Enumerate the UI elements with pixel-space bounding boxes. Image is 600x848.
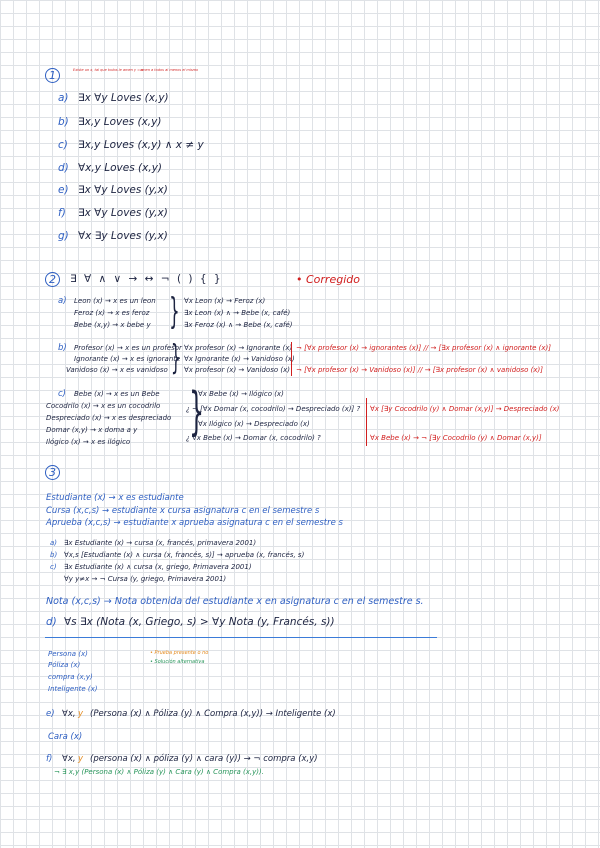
section-2-number: 2 [45,272,60,287]
brace-2c: } [189,382,204,442]
section-3-item-text: ∃x Estudiante (x) → cursa (x, francés, primavera 2001) [64,539,257,547]
section-1-item-label: b) [58,116,69,128]
section-2a-formula: ∃x Leon (x) ∧ → Bebe (x, café) [184,309,291,317]
section-2c-def: Domar (x,y) → x doma a y [46,426,138,434]
predicate: Póliza (x) [48,661,81,669]
section-2c-def: Despreciado (x) → x es despreciado [46,414,172,422]
section-2c-formula: ¿ ¬ [∀x Domar (x, cocodrilo) → Despreciado (x)] ? [186,405,361,413]
section-2b-formula: ∀x profesor (x) → Ignorante (x) [184,344,293,352]
predicate: compra (x,y) [48,673,93,681]
section-1-item-label: d) [58,162,69,174]
section-4f-alternative: ¬ ∃ x,y (Persona (x) ∧ Póliza (y) ∧ Cara (y) ∧ Compra (x,y)). [54,768,264,776]
section-3d-label: d) [46,616,57,628]
section-4f-label: f) [46,754,53,764]
section-3d-text: ∀s ∃x (Nota (x, Griego, s) > ∀y Nota (y, Francés, s)) [64,616,335,628]
section-1-item-text: ∃x ∀y Loves (x,y) [78,92,169,104]
section-1-item-text: ∃x,y Loves (x,y) ∧ x ≠ y [78,139,204,151]
section-2b-formula: ∀x profesor (x) → Vanidoso (x) [184,366,290,374]
section-3-item-label: b) [50,551,58,559]
section-2b-correction: ¬ [∀x profesor (x) → Vanidoso (x)] // → [∃x profesor (x) ∧ vanidoso (x)] [296,366,543,374]
cara-predicate: Cara (x) [48,732,83,742]
correction-bar-2b [291,342,292,376]
section-2b-correction: ¬ [∀x profesor (x) → ignorantes (x)] // → [∃x profesor (x) ∧ ignorante (x)] [296,344,551,352]
section-1-item-label: f) [58,207,66,219]
section-2a-def: Leon (x) → x es un leon [74,297,156,305]
section-1-annotation-1: Existe un x, tal que todos le amen y = x [73,68,144,72]
nota-definition: Nota (x,c,s) → Nota obtenida del estudiante x en asignatura c en el semestre s. [46,596,424,607]
section-3-def: Aprueba (x,c,s) → estudiante x aprueba asignatura c en el semestre s [46,518,343,528]
brace-2a: } [169,291,180,332]
section-1-item-label: a) [58,92,69,104]
section-4f-quantifier-var: y [78,754,84,764]
section-4f-text: (persona (x) ∧ póliza (y) ∧ cara (y)) → ¬ compra (x,y) [90,754,318,764]
section-4e-label: e) [46,709,55,719]
section-3-number: 3 [45,465,60,480]
section-2c-correction: ∀x Bebe (x) → ¬ [∃y Cocodrilo (y) ∧ Domar (x,y)] [370,434,542,442]
section-1-item-label: c) [58,139,68,151]
section-1-annotation-2: amen a todos al menos el mismo [140,68,199,72]
legend-green: • Solución alternativa [150,659,205,665]
section-1-item-text: ∃x,y Loves (x,y) [78,116,162,128]
section-4e-quantifier: ∀x, [62,709,76,719]
predicate: Persona (x) [48,650,88,658]
section-1-item-label: g) [58,230,69,242]
logic-symbols: ∃ ∀ ∧ ∨ → ↔ ¬ ( ) { } [70,273,223,285]
section-2b-def: Vanidoso (x) → x es vanidoso [66,366,168,374]
section-1-item-text: ∃x ∀y Loves (y,x) [78,184,168,196]
section-1-item-text: ∃x ∀y Loves (y,x) [78,207,168,219]
section-2a-formula: ∃x Feroz (x) ∧ → Bebe (x, café) [184,321,293,329]
section-2c-formula: ¿ ∀x Bebe (x) → Domar (x, cocodrilo) ? [186,434,321,442]
section-divider [45,637,437,638]
brace-2b: } [170,338,181,378]
section-3-item-label: c) [50,563,57,571]
section-2c-def: Bebe (x) → x es un Bebe [74,390,160,398]
section-3-item-text: ∀x,s [Estudiante (x) ∧ cursa (x, francés, s)] → aprueba (x, francés, s) [64,551,305,559]
section-2a-def: Feroz (x) → x es feroz [74,309,150,317]
section-2c-formula: ∀x Bebe (x) → Ilógico (x) [198,390,284,398]
legend-orange: • Prueba presente o no [150,650,209,656]
section-2b-def: Profesor (x) → x es un profesor [74,344,182,352]
section-3-item-label: a) [50,539,58,547]
corrected-note: • Corregido [296,273,360,286]
section-2c-label: c) [58,389,66,399]
section-2c-def: Ilógico (x) → x es ilógico [46,438,131,446]
predicate: Inteligente (x) [48,685,98,693]
section-1-item-text: ∀x,y Loves (x,y) [78,162,162,174]
section-2b-def: Ignorante (x) → x es ignorante [74,355,181,363]
section-4f-quantifier: ∀x, [62,754,76,764]
section-2a-label: a) [58,296,67,306]
section-2a-formula: ∀x Leon (x) → Feroz (x) [184,297,266,305]
section-4e-quantifier-var: y [78,709,84,719]
section-1-item-text: ∀x ∃y Loves (y,x) [78,230,168,242]
section-3-item-text: ∃x Estudiante (x) ∧ cursa (x, griego, Primavera 2001) [64,563,252,571]
section-2b-formula: ∀x Ignorante (x) → Vanidoso (x) [184,355,295,363]
section-2c-def: Cocodrilo (x) → x es un cocodrilo [46,402,161,410]
correction-bar-2c [366,398,367,446]
section-1-number: 1 [45,68,60,83]
section-3-def: Estudiante (x) → x es estudiante [46,493,184,503]
section-3-def: Cursa (x,c,s) → estudiante x cursa asignatura c en el semestre s [46,506,320,516]
section-2b-label: b) [58,343,67,353]
section-4e-text: (Persona (x) ∧ Póliza (y) ∧ Compra (x,y)) → Inteligente (x) [90,709,336,719]
section-2c-correction: ∀x [∃y Cocodrilo (y) ∧ Domar (x,y)] → Despreciado (x) [370,405,560,413]
section-2c-formula: ∀x Ilógico (x) → Despreciado (x) [198,420,310,428]
section-1-item-label: e) [58,184,69,196]
section-2a-def: Bebe (x,y) → x bebe y [74,321,151,329]
section-3-item-text: ∀y y≠x → ¬ Cursa (y, griego, Primavera 2001) [64,575,227,583]
